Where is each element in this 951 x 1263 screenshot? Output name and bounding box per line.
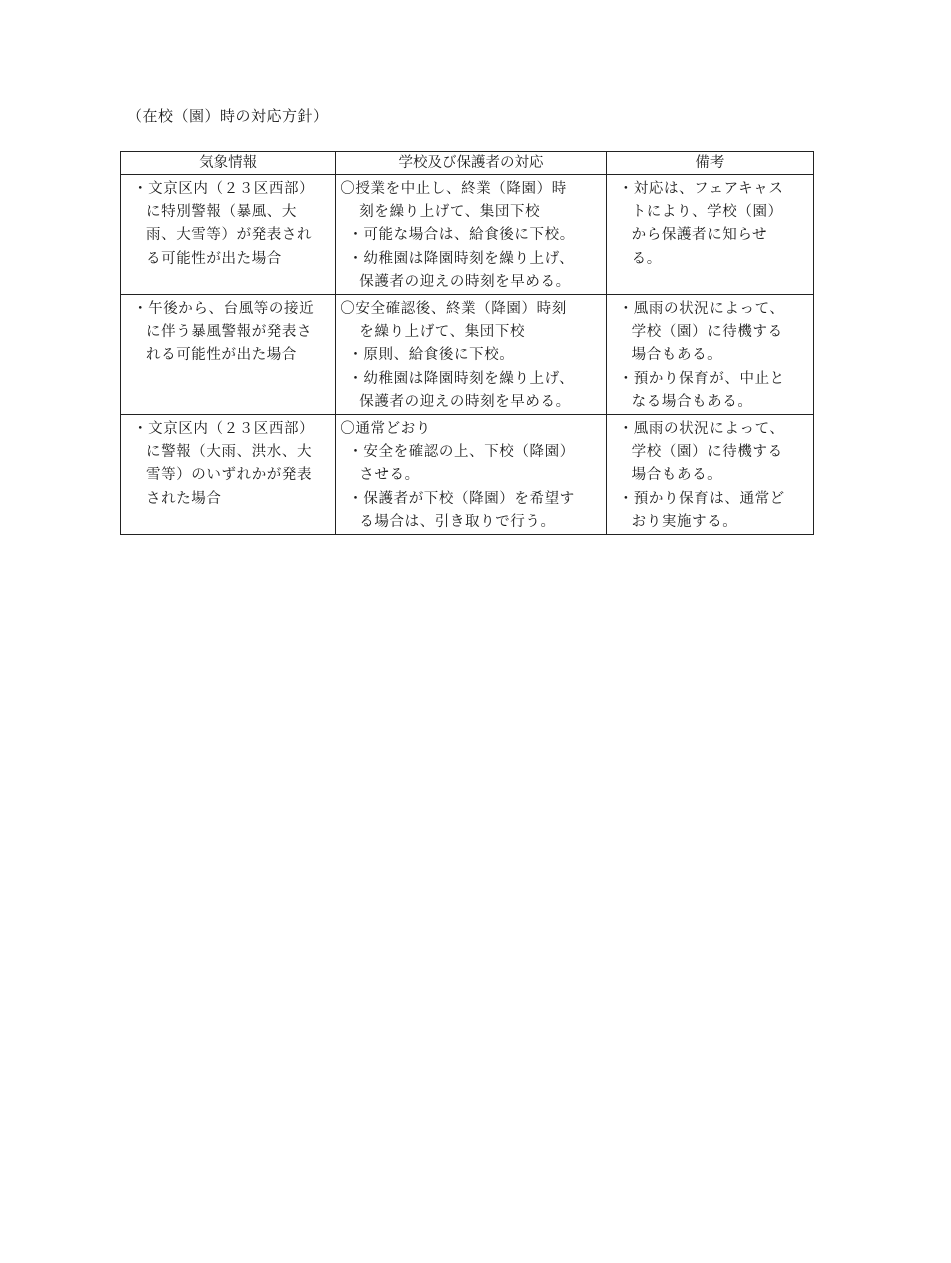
section-heading: （在校（園）時の対応方針） xyxy=(127,107,329,125)
cell-line: る場合は、引き取りで行う。 xyxy=(359,513,556,530)
action-cell xyxy=(336,415,606,535)
cell-line: させる。 xyxy=(359,467,420,484)
cell-line: る。 xyxy=(631,250,662,267)
cell-line: 場合もある。 xyxy=(631,347,723,364)
cell-line: に特別警報（暴風、大 xyxy=(146,204,297,221)
cell-line: ・文京区内（２３区西部） xyxy=(133,421,315,438)
cell-line: 保護者の迎えの時刻を早める。 xyxy=(359,393,571,410)
cell-line: 保護者の迎えの時刻を早める。 xyxy=(359,273,571,290)
cell-line: ・幼稚園は降園時刻を繰り上げ、 xyxy=(348,250,575,267)
cell-line: おり実施する。 xyxy=(631,513,738,530)
notes-cell xyxy=(606,415,813,535)
cell-line: 〇授業を中止し、終業（降園）時 xyxy=(340,181,567,197)
cell-line: ・風雨の状況によって、 xyxy=(618,421,785,438)
cell-line: ・預かり保育が、中止と xyxy=(618,370,785,387)
weather-cell xyxy=(121,175,336,295)
cell-line: 学校（園）に待機する xyxy=(631,444,783,461)
cell-line: ・原則、給食後に下校。 xyxy=(348,347,515,364)
table-row xyxy=(121,415,814,535)
cell-line: る可能性が出た場合 xyxy=(146,250,282,267)
table-header-row xyxy=(121,152,814,175)
cell-line: 学校（園）に待機する xyxy=(631,324,783,341)
notes-cell xyxy=(606,175,813,295)
cell-line: から保護者に知らせ xyxy=(631,227,768,244)
cell-line: ・対応は、フェアキャス xyxy=(618,181,784,197)
cell-line: 刻を繰り上げて、集団下校 xyxy=(359,204,541,221)
cell-line: 雨、大雪等）が発表され xyxy=(146,227,313,244)
cell-line: ・預かり保育は、通常ど xyxy=(618,490,785,507)
cell-line: 〇安全確認後、終業（降園）時刻 xyxy=(340,301,567,318)
table-row xyxy=(121,295,814,415)
cell-line: 場合もある。 xyxy=(631,467,723,484)
header-weather-info: 気象情報 xyxy=(121,152,336,175)
cell-line: ・午後から、台風等の接近 xyxy=(133,301,315,318)
cell-line: なる場合もある。 xyxy=(631,393,753,410)
cell-line: ・保護者が下校（降園）を希望す xyxy=(348,490,575,507)
table-row xyxy=(121,175,814,295)
header-remarks: 備考 xyxy=(606,152,813,175)
cell-line: れる可能性が出た場合 xyxy=(146,347,297,364)
cell-line: ・風雨の状況によって、 xyxy=(618,301,785,318)
action-cell xyxy=(336,295,606,415)
cell-line: ・可能な場合は、給食後に下校。 xyxy=(348,227,575,244)
cell-line: ・幼稚園は降園時刻を繰り上げ、 xyxy=(348,370,575,387)
action-cell xyxy=(336,175,606,295)
cell-line: ・安全を確認の上、下校（降園） xyxy=(348,444,575,461)
cell-line: に伴う暴風警報が発表さ xyxy=(146,324,313,341)
cell-line: に警報（大雨、洪水、大 xyxy=(146,444,313,461)
cell-line: を繰り上げて、集団下校 xyxy=(359,324,526,341)
cell-line: 雪等）のいずれかが発表 xyxy=(146,467,313,484)
cell-line: 〇通常どおり xyxy=(340,421,431,438)
cell-line: された場合 xyxy=(146,490,222,507)
weather-cell xyxy=(121,415,336,535)
cell-line: ・文京区内（２３区西部） xyxy=(133,181,315,197)
notes-cell xyxy=(606,295,813,415)
header-school-guardian-response: 学校及び保護者の対応 xyxy=(336,152,606,175)
weather-cell xyxy=(121,295,336,415)
cell-line: トにより、学校（園） xyxy=(631,204,783,221)
response-policy-table xyxy=(120,151,814,535)
